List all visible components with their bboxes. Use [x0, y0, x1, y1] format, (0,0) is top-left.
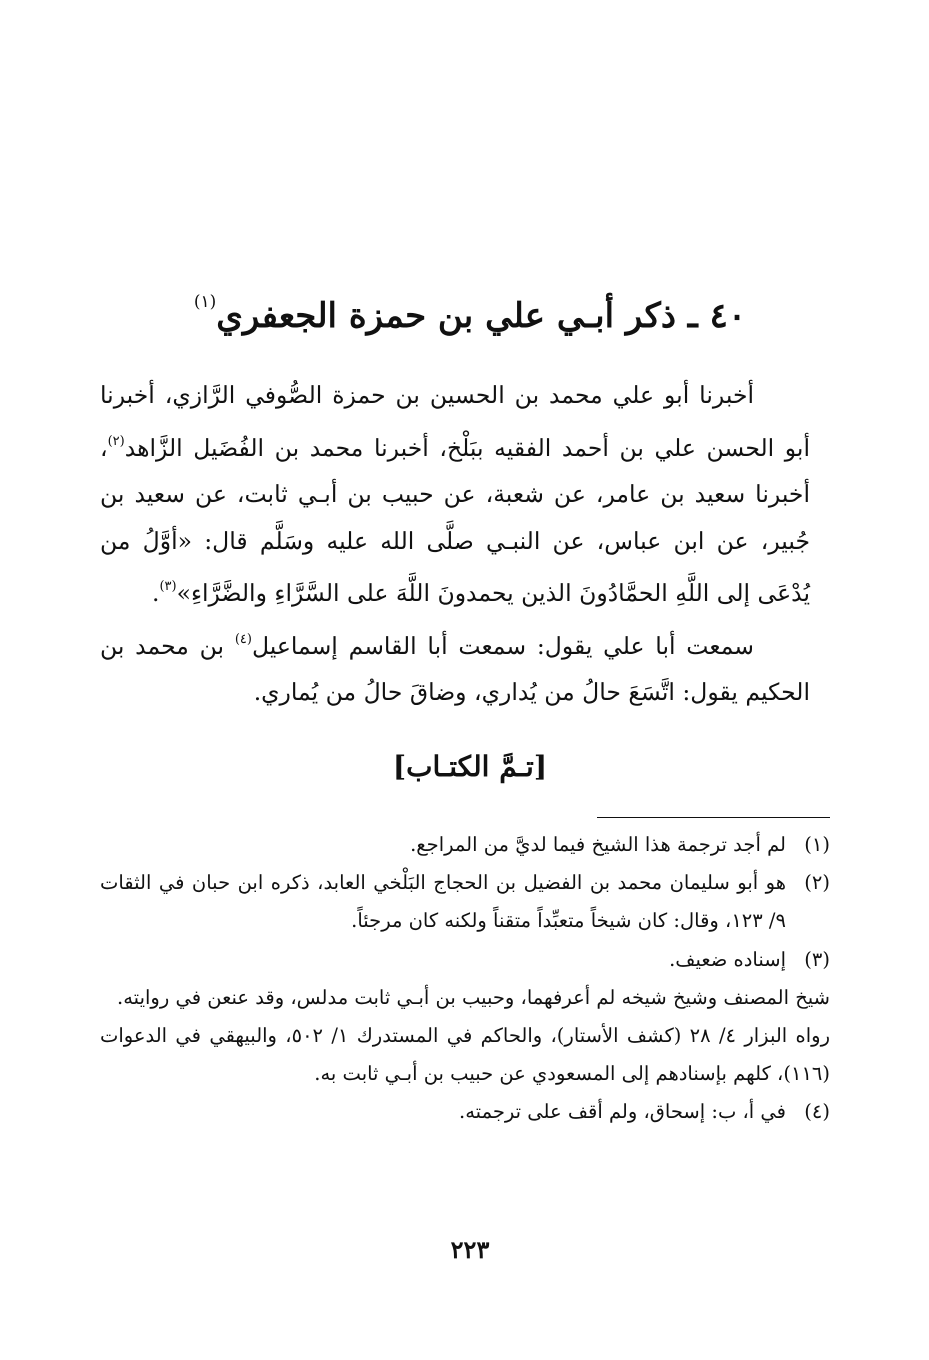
footnote-number: (٢)	[804, 871, 830, 895]
paragraph-1-text-3: .	[151, 579, 160, 607]
chapter-title-text: ٤٠ ـ ذكر أبـي علي بن حمزة الجعفري	[216, 296, 747, 336]
paragraph-1-text-1: أخبرنا أبو علي محمد بن الحسين بن حمزة الصُّوفي الرَّازي، أخبرنا أبو الحسن علي بن أحمد الفقيه ببَلْخ، أخبرنا محمد بن الفُضَيل الزَّاهد	[100, 381, 810, 462]
body-text	[100, 372, 810, 716]
book-end-marker: [تـمَّ الكتـاب]	[392, 750, 548, 783]
footnote-ref-3: (٣)	[159, 579, 177, 594]
footnote-3	[100, 941, 830, 979]
footnote-1	[100, 826, 830, 864]
footnote-3-paragraph-2: رواه البزار ٤/ ٢٨ (كشف الأستار)، والحاكم في المستدرك ١/ ٥٠٢، والبيهقي في الدعوات (١١٦)، كلهم بإسنادهم إلى المسعودي عن حبيب بن أبـي ثابت به.	[100, 1024, 830, 1086]
paragraph-1-text-2: ، أخبرنا سعيد بن عامر، عن شعبة، عن حبيب بن أبـي ثابت، عن سعيد بن جُبير، عن ابن عباس، عن النبـي صلَّى الله عليه وسَلَّم قال: «أوَّلُ من يُدْعَى إلى اللَّهِ الحمَّادُونَ الذين يحمدونَ اللَّهَ على السَّرَّاءِ والضَّرَّاءِ»	[100, 433, 810, 607]
footnotes	[100, 826, 830, 1132]
body-paragraph-1	[100, 372, 810, 617]
footnote-ref-4: (٤)	[234, 631, 252, 647]
chapter-title	[140, 272, 800, 346]
paragraph-2-text-2: بن محمد بن الحكيم يقول: اتَّسَعَ حالُ من يُداري، وضاقَ حالُ من يُماري.	[100, 631, 810, 706]
footnote-4	[100, 1093, 830, 1131]
footnote-ref-2: (٢)	[107, 433, 125, 449]
footnote-text: في أ، ب: إسحاق، ولم أقف على ترجمته.	[459, 1100, 786, 1124]
footnote-text: هو أبو سليمان محمد بن الفضيل بن الحجاج البَلْخي العابد، ذكره ابن حبان في الثقات ٩/ ١٢٣، وقال: كان شيخاً متعبِّداً متقناً ولكنه كان مرجئاً.	[100, 871, 786, 933]
footnote-text: إسناده ضعيف.	[669, 947, 786, 971]
footnote-number: (١)	[804, 833, 830, 856]
footnote-3-paragraph-1: شيخ المصنف وشيخ شيخه لم أعرفهما، وحبيب بن أبـي ثابت مدلس، وقد عنعن في روايته.	[117, 985, 830, 1009]
footnote-separator	[597, 817, 830, 818]
paragraph-2-text-1: سمعت أبا علي يقول: سمعت أبا القاسم إسماعيل	[251, 631, 754, 660]
footnote-number: (٤)	[804, 1100, 830, 1124]
page-number: ٢٢٣	[450, 1235, 490, 1264]
title-footnote-ref: (١)	[193, 292, 217, 312]
body-paragraph-2	[100, 617, 810, 716]
footnote-2	[100, 864, 830, 940]
footnote-text: لم أجد ترجمة هذا الشيخ فيما لديَّ من المراجع.	[410, 833, 786, 856]
footnote-number: (٣)	[804, 947, 830, 971]
